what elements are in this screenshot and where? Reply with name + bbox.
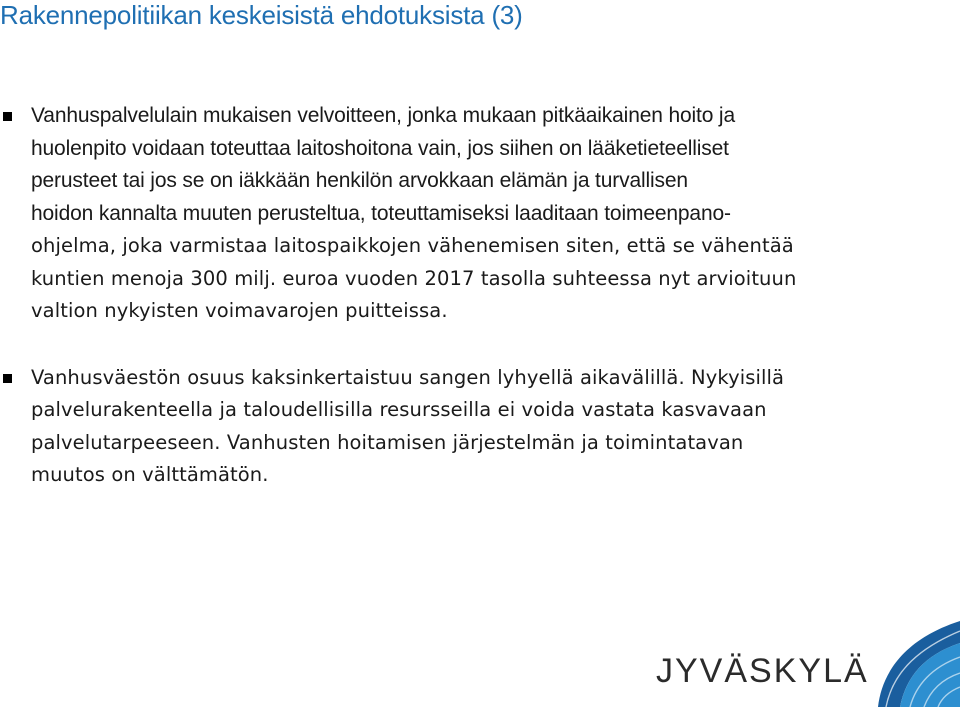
bullet-line: valtion nykyisten voimavarojen puitteissa. bbox=[31, 299, 448, 322]
square-bullet-icon bbox=[3, 112, 12, 121]
bullet-line: perusteet tai jos se on iäkkään henkilön arvokkaan elämän ja turvallisen bbox=[31, 169, 688, 192]
bullet-line: kuntien menoja 300 milj. euroa vuoden 2017 tasolla suhteessa nyt arvioituun bbox=[31, 266, 797, 290]
slide-title: Rakennepolitiikan keskeisistä ehdotuksista (3) bbox=[0, 0, 523, 30]
bullet-line: ohjelma, joka varmistaa laitospaikkojen vähenemisen siten, että se vähentää bbox=[31, 234, 794, 257]
bullet-item-1 bbox=[0, 100, 940, 328]
bullet-line: muutos on välttämätön. bbox=[31, 463, 269, 486]
square-bullet-icon bbox=[3, 374, 12, 383]
bullet-line: palvelutarpeeseen. Vanhusten hoitamisen järjestelmän ja toimintatavan bbox=[31, 430, 744, 454]
bullet-line: Vanhusväestön osuus kaksinkertaistuu sangen lyhyellä aikavälillä. Nykyisillä bbox=[31, 365, 785, 389]
jyvaskyla-swoosh-icon bbox=[860, 615, 960, 707]
bullet-line: Vanhuspalvelulain mukaisen velvoitteen, jonka mukaan pitkäaikainen hoito ja bbox=[31, 104, 735, 127]
bullet-line: hoidon kannalta muuten perusteltua, toteuttamiseksi laaditaan toimeenpano- bbox=[31, 201, 731, 225]
bullet-line: palvelurakenteella ja taloudellisilla resursseilla ei voida vastata kasvavaan bbox=[31, 398, 767, 421]
bullet-item-2 bbox=[0, 362, 940, 492]
bullet-list bbox=[0, 100, 940, 492]
jyvaskyla-logo-text: JYVÄSKYLÄ bbox=[656, 652, 869, 690]
bullet-line: huolenpito voidaan toteuttaa laitoshoitona vain, jos siihen on lääketieteelliset bbox=[31, 136, 729, 160]
